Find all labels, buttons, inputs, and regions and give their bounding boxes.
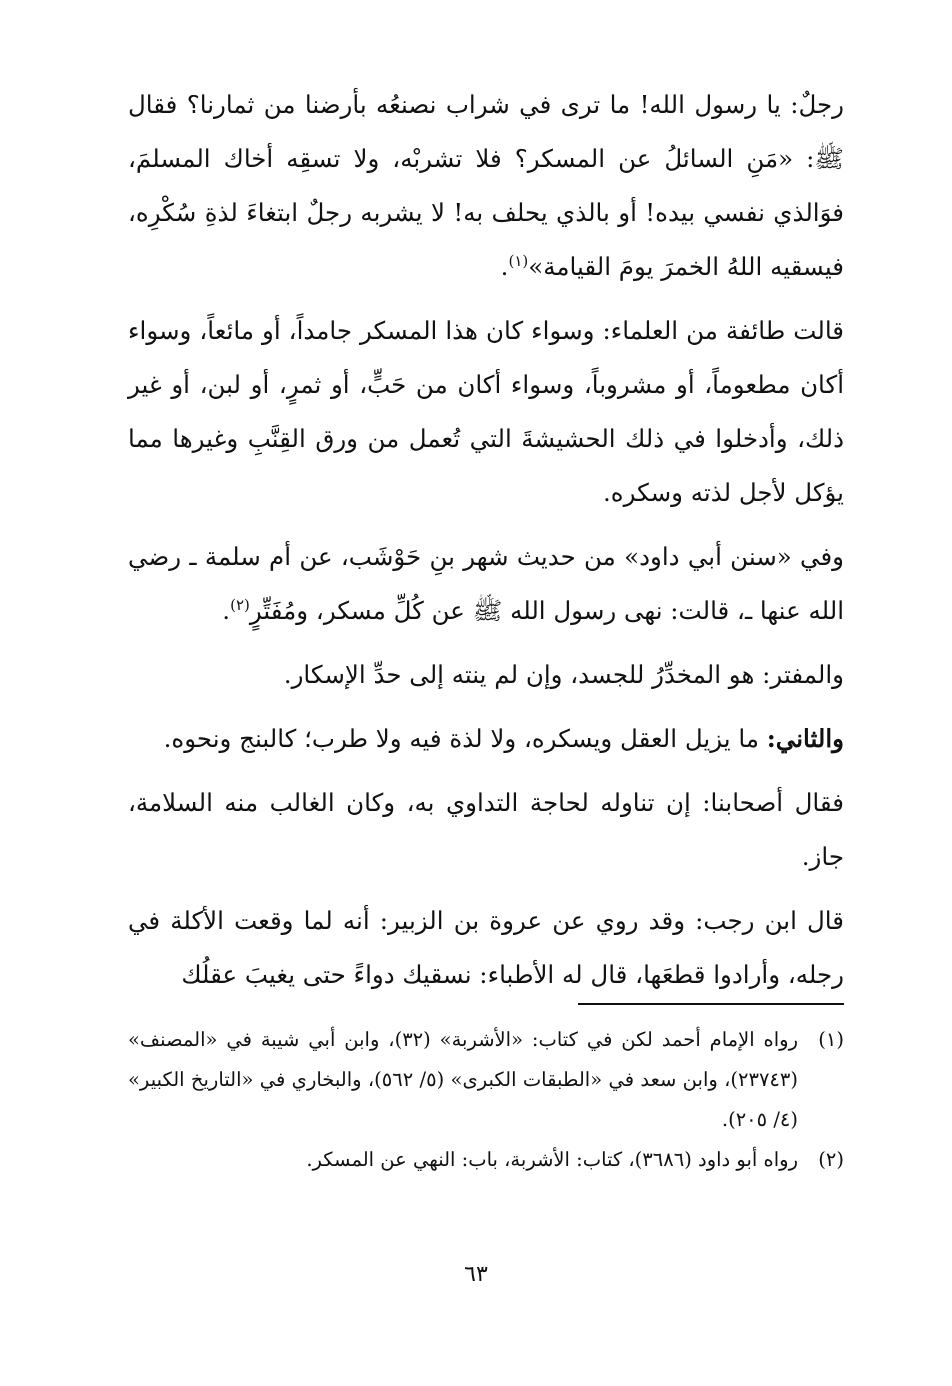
paragraph-7: قال ابن رجب: وقد روي عن عروة بن الزبير: أنه لما وقعت الأكلة في رجله، وأرادوا قطعَها، قال له الأطباء: نسقيك دواءً حتى يغيبَ عقلُك	[128, 906, 844, 989]
footnote-number: (٢)	[818, 1148, 844, 1171]
bold-lead: والثاني:	[766, 724, 844, 753]
footnote-1	[128, 1020, 844, 1140]
paragraph-2: قالت طائفة من العلماء: وسواء كان هذا المسكر جامداً، أو مائعاً، وسواء أكان مطعوماً، أو مشروباً، وسواء أكان من حَبٍّ، أو ثمرٍ، أو لبن، أو غير ذلك، وأدخلوا في ذلك الحشيشةَ التي تُعمل من ورق القِنَّبِ وغيرها مما يؤكل لأجل لذته وسكره.	[128, 316, 844, 507]
paragraph-6: فقال أصحابنا: إن تناوله لحاجة التداوي به، وكان الغالب منه السلامة، جاز.	[128, 788, 844, 871]
paragraph-3: وفي «سنن أبي داود» من حديث شهر بنِ حَوْشَب، عن أم سلمة ـ رضي الله عنها ـ، قالت: نهى رسول الله ﷺ عن كُلِّ مسكر، ومُفَتِّرٍ$^{(٢)}$.	[128, 542, 844, 625]
footnote-ref-2: (٢)	[230, 595, 250, 614]
footnote-divider	[578, 1003, 844, 1005]
footnote-text: رواه أبو داود (٣٦٨٦)، كتاب: الأشربة، باب: النهي عن المسكر.	[306, 1148, 798, 1171]
footnote-text: رواه الإمام أحمد لكن في كتاب: «الأشربة» (٣٢)، وابن أبي شيبة في «المصنف» (٢٣٧٤٣)، وابن سعد في «الطبقات الكبرى» (٥/ ٥٦٢)، والبخاري في «التاريخ الكبير» (٤/ ٢٠٥).	[128, 1028, 798, 1131]
main-text	[128, 78, 844, 1012]
footnote-2	[128, 1140, 844, 1180]
paragraph-4: والمفتر: هو المخدِّرُ للجسد، وإن لم ينته إلى حدِّ الإسكار.	[283, 660, 844, 689]
footnotes	[128, 1020, 844, 1180]
page-number: ٦٣	[464, 1262, 488, 1287]
paragraph-1: رجلٌ: يا رسول الله! ما ترى في شراب نصنعُه بأرضنا من ثمارنا؟ فقال ﷺ: «مَنِ السائلُ عن المسكر؟ فلا تشربْه، ولا تسقِه أخاك المسلمَ، فوَالذي نفسي بيده! أو بالذي يحلف به! لا يشربه رجلٌ ابتغاءَ لذةِ سُكْرِه، فيسقيه اللهُ الخمرَ يومَ القيامة»$^{(١)}$.	[128, 90, 844, 281]
footnote-ref-1: (١)	[508, 251, 529, 270]
paragraph-5: والثاني: ما يزيل العقل ويسكره، ولا لذة فيه ولا طرب؛ كالبنج ونحوه.	[163, 724, 844, 753]
footnote-number: (١)	[818, 1028, 844, 1051]
